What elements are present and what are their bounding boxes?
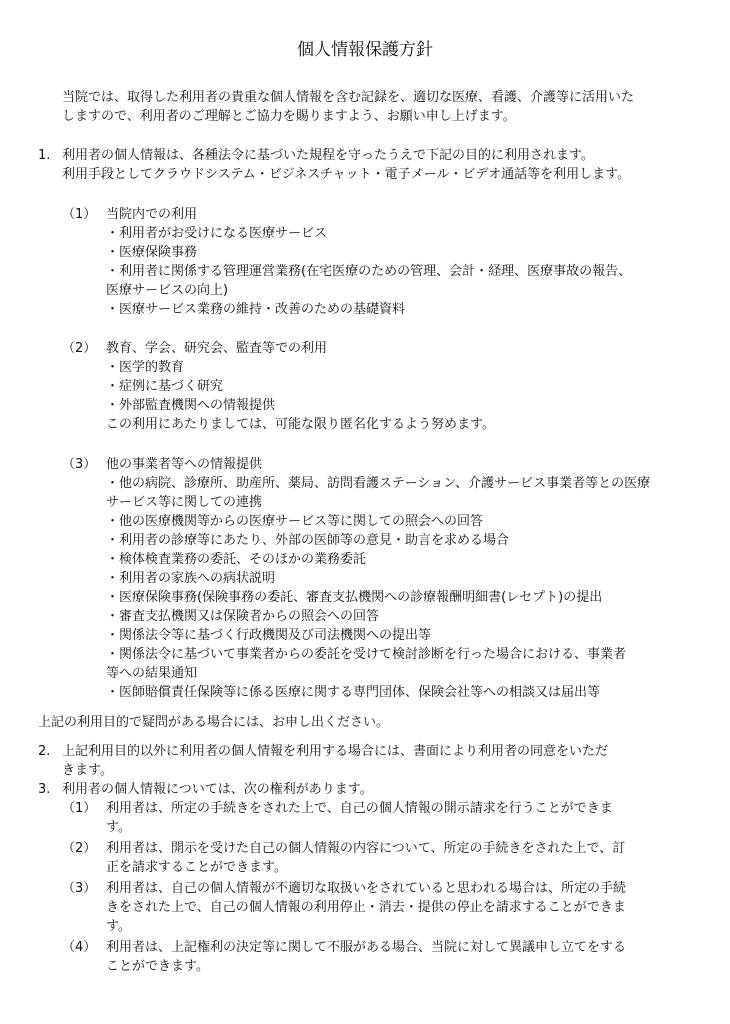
right-2-line-2: 正を請求することができます。 xyxy=(106,860,287,875)
sub-1-heading: 当院内での利用 xyxy=(106,207,198,222)
right-4-line-2: ことができます。 xyxy=(106,959,209,974)
list-item: ・利用者に関係する管理運営業務(在宅医療のための管理、会計・経理、医療事故の報告、 xyxy=(106,264,632,279)
right-2-number: （2） xyxy=(62,841,97,856)
list-item-continuation: サービス等に関しての連携 xyxy=(106,495,263,510)
section-3-number: 3. xyxy=(38,782,51,797)
section-1-line-1: 利用者の個人情報は、各種法令に基づいた規程を守ったうえで下記の目的に利用されます。 xyxy=(62,148,594,163)
sub-2-note: この利用にあたりましては、可能な限り匿名化するよう努めます。 xyxy=(106,417,495,432)
section-3-heading: 利用者の個人情報については、次の権利があります。 xyxy=(62,782,373,797)
list-item: ・利用者がお受けになる医療サービス xyxy=(106,226,328,241)
section-1-line-2: 利用手段としてクラウドシステム・ビジネスチャット・電子メール・ビデオ通話等を利用します。 xyxy=(62,167,631,182)
sub-3-number: （3） xyxy=(62,457,97,472)
right-4-number: （4） xyxy=(62,940,97,955)
list-item: ・医療保険事務(保険事務の委託、審査支払機関への診療報酬明細書(レセプト)の提出 xyxy=(106,590,603,605)
list-item: ・利用者の家族への病状説明 xyxy=(106,571,276,586)
inquiry-note: 上記の利用目的で疑問がある場合には、お申し出ください。 xyxy=(38,715,390,730)
section-2-number: 2. xyxy=(38,744,51,759)
right-3-number: （3） xyxy=(62,881,97,896)
right-3-line-2: きをされた上で、自己の個人情報の利用停止・消去・提供の停止を請求することができま xyxy=(106,900,626,915)
list-item-continuation: 等への結果通知 xyxy=(106,666,198,681)
sub-2-number: （2） xyxy=(62,341,97,356)
sub-3-heading: 他の事業者等への情報提供 xyxy=(106,457,263,472)
list-item: ・医療サービス業務の維持・改善のための基礎資料 xyxy=(106,302,406,317)
sub-2-heading: 教育、学会、研究会、監査等での利用 xyxy=(106,341,328,356)
right-3-line-1: 利用者は、自己の個人情報が不適切な取扱いをされていると思われる場合は、所定の手続 xyxy=(106,881,627,896)
list-item: ・関係法令に基づいて事業者からの委託を受けて検討診断を行った場合における、事業者 xyxy=(106,647,627,662)
right-3-line-3: す。 xyxy=(106,919,131,934)
list-item: ・症例に基づく研究 xyxy=(106,379,224,394)
list-item: ・外部監査機関への情報提供 xyxy=(106,398,276,413)
intro-line-2: しますので、利用者のご理解とご協力を賜りますよう、お願い申し上げます。 xyxy=(62,109,516,124)
list-item: ・医療保険事務 xyxy=(106,245,198,260)
section-1-number: 1. xyxy=(38,148,51,163)
section-2-line-1: 上記利用目的以外に利用者の個人情報を利用する場合には、書面により利用者の同意をいただ xyxy=(62,744,609,759)
list-item: ・他の病院、診療所、助産所、薬局、訪問看護ステーション、介護サービス事業者等との医療 xyxy=(106,476,651,491)
sub-1-number: （1） xyxy=(62,207,97,222)
list-item-continuation: 医療サービスの向上) xyxy=(106,283,229,298)
right-1-number: （1） xyxy=(62,801,97,816)
list-item: ・審査支払機関又は保険者からの照会への回答 xyxy=(106,609,380,624)
section-2-line-2: きます。 xyxy=(62,763,113,778)
list-item: ・医学的教育 xyxy=(106,360,185,375)
right-4-line-1: 利用者は、上記権利の決定等に関して不服がある場合、当院に対して異議申し立てをする xyxy=(106,940,627,955)
list-item: ・関係法令等に基づく行政機関及び司法機関への提出等 xyxy=(106,628,432,643)
list-item: ・他の医療機関等からの医療サービス等に関しての照会への回答 xyxy=(106,514,484,529)
list-item: ・医師賠償責任保険等に係る医療に関する専門団体、保険会社等への相談又は届出等 xyxy=(106,685,601,700)
intro-line-1: 当院では、取得した利用者の貴重な個人情報を含む記録を、適切な医療、看護、介護等に活用いた xyxy=(62,90,635,105)
right-2-line-1: 利用者は、開示を受けた自己の個人情報の内容について、所定の手続きをされた上で、訂 xyxy=(106,841,626,856)
right-1-line-1: 利用者は、所定の手続きをされた上で、自己の個人情報の開示請求を行うことができま xyxy=(106,801,613,816)
right-1-line-2: す。 xyxy=(106,820,131,835)
page-title: 個人情報保護方針 xyxy=(297,40,433,60)
list-item: ・検体検査業務の委託、そのほかの業務委託 xyxy=(106,552,367,567)
list-item: ・利用者の診療等にあたり、外部の医師等の意見・助言を求める場合 xyxy=(106,533,510,548)
